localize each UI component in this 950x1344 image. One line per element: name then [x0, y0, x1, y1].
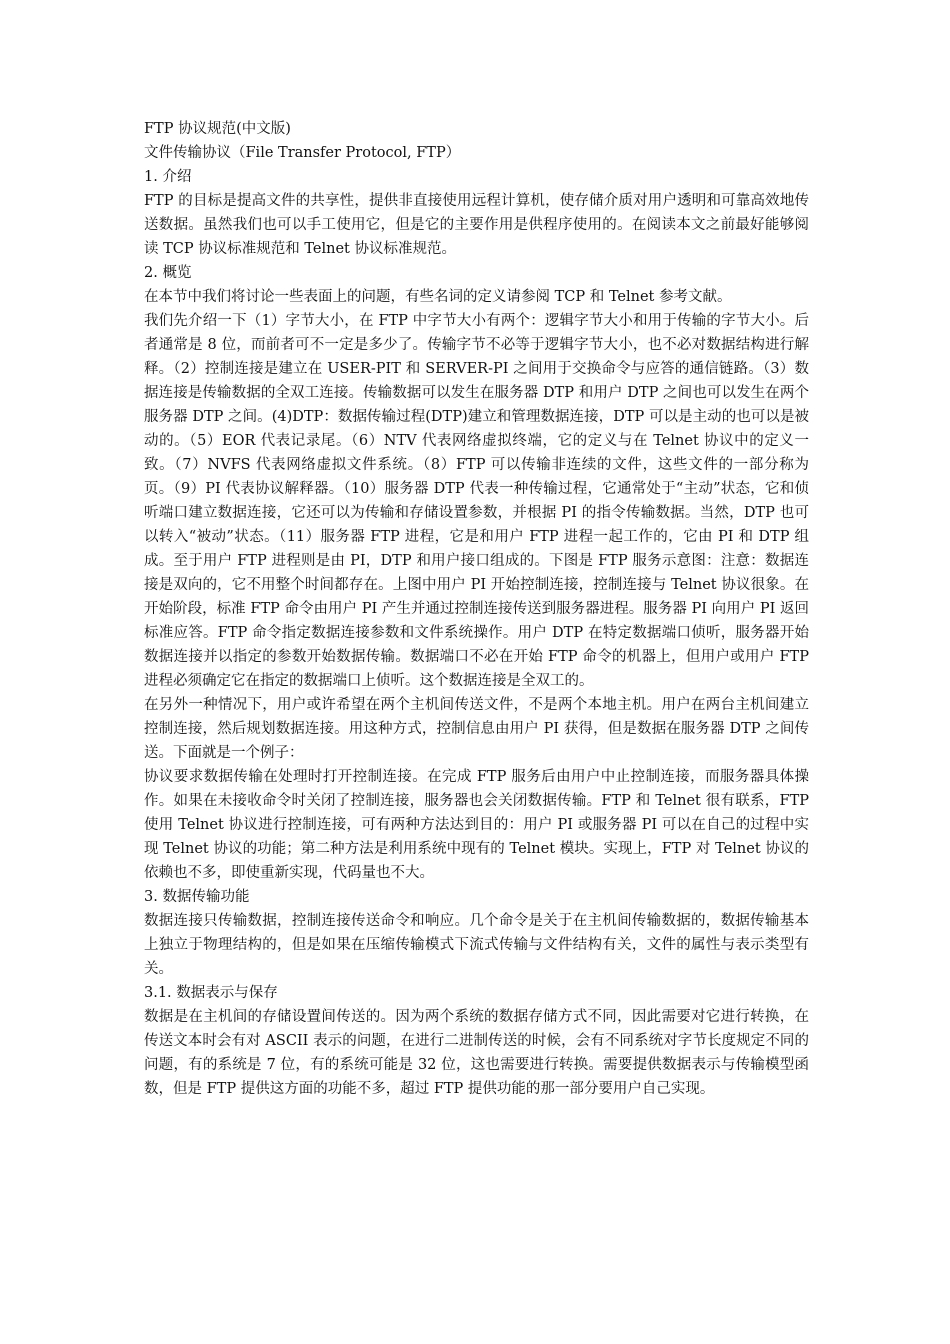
paragraph: 在另外一种情况下，用户或许希望在两个主机间传送文件，不是两个本地主机。用户在两台主机间建立控制连接，然后规划数据连接。用这种方式，控制信息由用户 PI 获得，但是数据在服务器 DTP 之间传送。下面就是一个例子：	[144, 697, 809, 761]
section-heading-data-transfer: 3. 数据传输功能	[144, 889, 250, 905]
paragraph: 协议要求数据传输在处理时打开控制连接。在完成 FTP 服务后由用户中止控制连接，而服务器具体操作。如果在未接收命令时关闭了控制连接，服务器也会关闭数据传输。FTP 和 Telnet 很有联系，FTP 使用 Telnet 协议进行控制连接，可有两种方法达到目的：用户 PI 或服务器 PI 可以在自己的过程中实现 Telnet 协议的功能；第二种方法是利用系统中现有的 Telnet 模块。实现上，FTP 对 Telnet 协议的依赖也不多，即使重新实现，代码量也不大。	[144, 769, 809, 881]
paragraph: 数据连接只传输数据，控制连接传送命令和响应。几个命令是关于在主机间传输数据的，数据传输基本上独立于物理结构的，但是如果在压缩传输模式下流式传输与文件结构有关，文件的属性与表示类型有关。	[144, 913, 809, 977]
document-title: FTP 协议规范(中文版)	[144, 121, 291, 137]
paragraph: FTP 的目标是提高文件的共享性，提供非直接使用远程计算机，使存储介质对用户透明和可靠高效地传送数据。虽然我们也可以手工使用它，但是它的主要作用是供程序使用的。在阅读本文之前最好能够阅读 TCP 协议标准规范和 Telnet 协议标准规范。	[144, 193, 809, 257]
paragraph: 我们先介绍一下（1）字节大小，在 FTP 中字节大小有两个：逻辑字节大小和用于传输的字节大小。后者通常是 8 位，而前者可不一定是多少了。传输字节不必等于逻辑字节大小，也不必对数据结构进行解释。（2）控制连接是建立在 USER-PIT 和 SERVER-PI 之间用于交换命令与应答的通信链路。（3）数据连接是传输数据的全双工连接。传输数据可以发生在服务器 DTP 和用户 DTP 之间也可以发生在两个服务器 DTP 之间。(4)DTP：数据传输过程(DTP)建立和管理数据连接，DTP 可以是主动的也可以是被动的。（5）EOR 代表记录尾。（6）NTV 代表网络虚拟终端，它的定义与在 Telnet 协议中的定义一致。（7）NVFS 代表网络虚拟文件系统。（8）FTP 可以传输非连续的文件，这些文件的一部分称为页。（9）PI 代表协议解释器。（10）服务器 DTP 代表一种传输过程，它通常处于“主动”状态，它和侦听端口建立数据连接，它还可以为传输和存储设置参数，并根据 PI 的指令传输数据。当然，DTP 也可以转入“被动”状态。（11）服务器 FTP 进程，它是和用户 FTP 进程一起工作的，它由 PI 和 DTP 组成。至于用户 FTP 进程则是由 PI，DTP 和用户接口组成的。下图是 FTP 服务示意图：注意：数据连接是双向的，它不用整个时间都存在。上图中用户 PI 开始控制连接，控制连接与 Telnet 协议很象。在开始阶段，标准 FTP 命令由用户 PI 产生并通过控制连接传送到服务器进程。服务器 PI 向用户 PI 返回标准应答。FTP 命令指定数据连接参数和文件系统操作。用户 DTP 在特定数据端口侦听，服务器开始数据连接并以指定的参数开始数据传输。数据端口不必在开始 FTP 命令的机器上，但用户或用户 FTP 进程必须确定它在指定的数据端口上侦听。这个数据连接是全双工的。	[144, 313, 809, 689]
document-subtitle: 文件传输协议（File Transfer Protocol, FTP）	[144, 145, 461, 161]
document-page	[144, 117, 809, 1101]
section-heading-introduction: 1. 介绍	[144, 169, 192, 185]
paragraph: 在本节中我们将讨论一些表面上的问题，有些名词的定义请参阅 TCP 和 Telnet 参考文献。	[144, 289, 732, 305]
section-heading-data-representation: 3.1. 数据表示与保存	[144, 985, 278, 1001]
section-heading-overview: 2. 概览	[144, 265, 192, 281]
paragraph: 数据是在主机间的存储设置间传送的。因为两个系统的数据存储方式不同，因此需要对它进行转换，在传送文本时会有对 ASCII 表示的问题，在进行二进制传送的时候，会有不同系统对字节长度规定不同的问题，有的系统是 7 位，有的系统可能是 32 位，这也需要进行转换。需要提供数据表示与传输模型函数，但是 FTP 提供这方面的功能不多，超过 FTP 提供功能的那一部分要用户自己实现。	[144, 1009, 809, 1097]
